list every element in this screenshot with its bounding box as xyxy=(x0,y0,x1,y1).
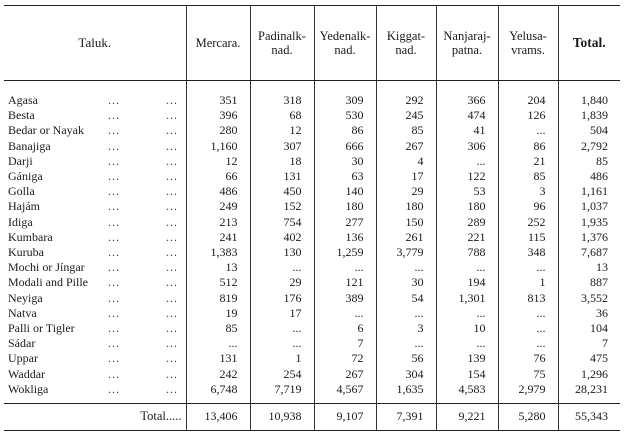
caste-name: Natva xyxy=(8,305,37,320)
caste-name: Banajiga xyxy=(8,138,51,153)
cell-value: 3 xyxy=(498,184,558,199)
cell-value: 194 xyxy=(436,275,498,290)
leader-dots: ... xyxy=(166,245,178,260)
cell-value: 309 xyxy=(314,81,376,109)
cell-value: 280 xyxy=(186,123,250,138)
leader-dots: ... xyxy=(108,381,120,396)
leader-dots: ... xyxy=(108,245,120,260)
table-row xyxy=(4,275,620,290)
cell-value: 13 xyxy=(558,260,620,275)
cell-value: 130 xyxy=(250,245,314,260)
row-label xyxy=(4,215,186,230)
leader-dots: ... xyxy=(108,199,120,214)
table-row xyxy=(4,306,620,321)
leader-dots: ... xyxy=(166,123,178,138)
cell-value: 4,567 xyxy=(314,382,376,404)
caste-name: Gániga xyxy=(8,169,43,184)
header-total: Total. xyxy=(558,6,620,81)
cell-value: ... xyxy=(498,260,558,275)
leader-dots: ... xyxy=(108,260,120,275)
cell-value: ... xyxy=(250,336,314,351)
table-row xyxy=(4,382,620,404)
cell-value: ... xyxy=(376,306,436,321)
table-row xyxy=(4,351,620,366)
caste-name: Kuruba xyxy=(8,245,44,260)
total-value: 5,280 xyxy=(498,404,558,431)
cell-value: 1,296 xyxy=(558,367,620,382)
table-row xyxy=(4,81,620,109)
leader-dots: ... xyxy=(108,214,120,229)
row-label xyxy=(4,184,186,199)
cell-value: 242 xyxy=(186,367,250,382)
row-label xyxy=(4,306,186,321)
cell-value: 504 xyxy=(558,123,620,138)
cell-value: 3 xyxy=(376,321,436,336)
row-label xyxy=(4,230,186,245)
cell-value: 486 xyxy=(558,169,620,184)
cell-value: 2,979 xyxy=(498,382,558,404)
cell-value: 788 xyxy=(436,245,498,260)
cell-value: 180 xyxy=(314,199,376,214)
cell-value: 277 xyxy=(314,215,376,230)
cell-value: 666 xyxy=(314,139,376,154)
cell-value: 306 xyxy=(436,139,498,154)
table-row xyxy=(4,367,620,382)
leader-dots: ... xyxy=(166,199,178,214)
row-label xyxy=(4,154,186,169)
leader-dots: ... xyxy=(108,184,120,199)
table-row xyxy=(4,184,620,199)
table-row xyxy=(4,230,620,245)
row-label xyxy=(4,336,186,351)
cell-value: 66 xyxy=(186,169,250,184)
cell-value: 819 xyxy=(186,291,250,306)
cell-value: 366 xyxy=(436,81,498,109)
cell-value: 1,839 xyxy=(558,108,620,123)
cell-value: 389 xyxy=(314,291,376,306)
cell-value: 3,552 xyxy=(558,291,620,306)
row-label xyxy=(4,351,186,366)
header-yelusavirams-label: Yelusa- vrams. xyxy=(509,29,547,57)
leader-dots: ... xyxy=(166,321,178,336)
cell-value: 29 xyxy=(250,275,314,290)
cell-value: 1,840 xyxy=(558,81,620,109)
cell-value: 136 xyxy=(314,230,376,245)
cell-value: 530 xyxy=(314,108,376,123)
cell-value: 292 xyxy=(376,81,436,109)
leader-dots: ... xyxy=(166,169,178,184)
cell-value: 19 xyxy=(186,306,250,321)
cell-value: 813 xyxy=(498,291,558,306)
total-value: 9,107 xyxy=(314,404,376,431)
cell-value: 304 xyxy=(376,367,436,382)
leader-dots: ... xyxy=(108,229,120,244)
cell-value: 754 xyxy=(250,215,314,230)
cell-value: 1 xyxy=(498,275,558,290)
cell-value: ... xyxy=(376,336,436,351)
cell-value: 307 xyxy=(250,139,314,154)
row-label xyxy=(4,275,186,290)
leader-dots: ... xyxy=(108,153,120,168)
cell-value: 1,935 xyxy=(558,215,620,230)
caste-name: Golla xyxy=(8,184,35,199)
leader-dots: ... xyxy=(108,336,120,351)
cell-value: 30 xyxy=(314,154,376,169)
cell-value: 12 xyxy=(186,154,250,169)
cell-value: 221 xyxy=(436,230,498,245)
row-label xyxy=(4,245,186,260)
row-label xyxy=(4,382,186,404)
cell-value: 152 xyxy=(250,199,314,214)
cell-value: ... xyxy=(436,306,498,321)
cell-value: 115 xyxy=(498,230,558,245)
cell-value: 17 xyxy=(376,169,436,184)
leader-dots: ... xyxy=(108,321,120,336)
header-yedenalknad xyxy=(314,6,376,81)
cell-value: ... xyxy=(186,336,250,351)
cell-value: ... xyxy=(436,154,498,169)
total-value: 10,938 xyxy=(250,404,314,431)
cell-value: ... xyxy=(376,260,436,275)
cell-value: 36 xyxy=(558,306,620,321)
table-row xyxy=(4,215,620,230)
cell-value: 7 xyxy=(558,336,620,351)
row-label xyxy=(4,81,186,109)
cell-value: 474 xyxy=(436,108,498,123)
cell-value: 289 xyxy=(436,215,498,230)
leader-dots: ... xyxy=(166,305,178,320)
leader-dots: ... xyxy=(166,153,178,168)
cell-value: ... xyxy=(250,321,314,336)
table-body xyxy=(4,81,620,404)
cell-value: 18 xyxy=(250,154,314,169)
header-mercara: Mercara. xyxy=(186,6,250,81)
leader-dots: ... xyxy=(166,214,178,229)
cell-value: 249 xyxy=(186,199,250,214)
cell-value: 4 xyxy=(376,154,436,169)
cell-value: 41 xyxy=(436,123,498,138)
cell-value: ... xyxy=(436,260,498,275)
leader-dots: ... xyxy=(166,93,178,107)
table-row xyxy=(4,154,620,169)
table-row xyxy=(4,139,620,154)
leader-dots: ... xyxy=(108,305,120,320)
caste-name: Besta xyxy=(8,108,35,123)
cell-value: 126 xyxy=(498,108,558,123)
leader-dots: ... xyxy=(108,275,120,290)
leader-dots: ... xyxy=(166,275,178,290)
cell-value: 140 xyxy=(314,184,376,199)
cell-value: 7 xyxy=(314,336,376,351)
cell-value: 450 xyxy=(250,184,314,199)
cell-value: 3,779 xyxy=(376,245,436,260)
caste-name: Waddar xyxy=(8,366,46,381)
table-row xyxy=(4,199,620,214)
cell-value: 139 xyxy=(436,351,498,366)
cell-value: 104 xyxy=(558,321,620,336)
leader-dots: ... xyxy=(166,108,178,123)
table-row xyxy=(4,321,620,336)
cell-value: 10 xyxy=(436,321,498,336)
leader-dots: ... xyxy=(166,290,178,305)
row-label xyxy=(4,321,186,336)
leader-dots: ... xyxy=(108,366,120,381)
caste-name: Mochi or Jíngar xyxy=(8,260,85,275)
cell-value: 13 xyxy=(186,260,250,275)
caste-name: Palli or Tigler xyxy=(8,321,75,336)
row-label xyxy=(4,108,186,123)
header-taluk: Taluk. xyxy=(4,6,186,81)
total-value: 7,391 xyxy=(376,404,436,431)
cell-value: 4,583 xyxy=(436,382,498,404)
cell-value: 1,259 xyxy=(314,245,376,260)
caste-name: Sádar xyxy=(8,336,36,351)
row-label xyxy=(4,199,186,214)
cell-value: 54 xyxy=(376,291,436,306)
cell-value: 1,301 xyxy=(436,291,498,306)
cell-value: ... xyxy=(498,321,558,336)
caste-name: Bedar or Nayak xyxy=(8,123,84,138)
cell-value: 2,792 xyxy=(558,139,620,154)
cell-value: 1,376 xyxy=(558,230,620,245)
caste-population-table xyxy=(4,5,620,431)
caste-name: Uppar xyxy=(8,351,38,366)
cell-value: 267 xyxy=(314,367,376,382)
row-label xyxy=(4,367,186,382)
caste-name: Neyiga xyxy=(8,290,43,305)
cell-value: 348 xyxy=(498,245,558,260)
leader-dots: ... xyxy=(166,366,178,381)
header-padinalknad xyxy=(250,6,314,81)
cell-value: 6,748 xyxy=(186,382,250,404)
cell-value: 204 xyxy=(498,81,558,109)
cell-value: ... xyxy=(314,306,376,321)
cell-value: 7,687 xyxy=(558,245,620,260)
cell-value: 1,383 xyxy=(186,245,250,260)
cell-value: 17 xyxy=(250,306,314,321)
leader-dots: ... xyxy=(108,108,120,123)
caste-name: Wokliga xyxy=(8,381,49,396)
total-label: Total..... xyxy=(4,404,186,431)
cell-value: 30 xyxy=(376,275,436,290)
cell-value: ... xyxy=(250,260,314,275)
caste-name: Idiga xyxy=(8,214,33,229)
cell-value: 1,160 xyxy=(186,139,250,154)
cell-value: 180 xyxy=(376,199,436,214)
cell-value: ... xyxy=(498,123,558,138)
cell-value: 1 xyxy=(250,351,314,366)
leader-dots: ... xyxy=(166,351,178,366)
cell-value: 486 xyxy=(186,184,250,199)
cell-value: 241 xyxy=(186,230,250,245)
cell-value: 261 xyxy=(376,230,436,245)
header-kiggatnad xyxy=(376,6,436,81)
cell-value: 86 xyxy=(498,139,558,154)
row-label xyxy=(4,169,186,184)
header-padinalknad-label: Padinalk- nad. xyxy=(258,29,306,57)
caste-name: Agasa xyxy=(8,93,38,107)
leader-dots: ... xyxy=(166,138,178,153)
cell-value: 131 xyxy=(250,169,314,184)
cell-value: 121 xyxy=(314,275,376,290)
cell-value: 131 xyxy=(186,351,250,366)
cell-value: 213 xyxy=(186,215,250,230)
header-yedenalknad-label: Yedenalk- nad. xyxy=(319,29,371,57)
cell-value: 402 xyxy=(250,230,314,245)
table-row xyxy=(4,123,620,138)
cell-value: 351 xyxy=(186,81,250,109)
cell-value: 63 xyxy=(314,169,376,184)
cell-value: 512 xyxy=(186,275,250,290)
caste-name: Darji xyxy=(8,153,33,168)
cell-value: 6 xyxy=(314,321,376,336)
table-row xyxy=(4,108,620,123)
cell-value: 1,161 xyxy=(558,184,620,199)
cell-value: 86 xyxy=(314,123,376,138)
caste-name: Modali and Pille xyxy=(8,275,88,290)
cell-value: 85 xyxy=(186,321,250,336)
leader-dots: ... xyxy=(108,290,120,305)
leader-dots: ... xyxy=(166,336,178,351)
leader-dots: ... xyxy=(166,229,178,244)
leader-dots: ... xyxy=(108,123,120,138)
caste-name: Hajám xyxy=(8,199,40,214)
cell-value: 12 xyxy=(250,123,314,138)
table-row xyxy=(4,291,620,306)
cell-value: 85 xyxy=(558,154,620,169)
cell-value: 245 xyxy=(376,108,436,123)
cell-value: 1,037 xyxy=(558,199,620,214)
cell-value: 85 xyxy=(376,123,436,138)
cell-value: 318 xyxy=(250,81,314,109)
cell-value: 154 xyxy=(436,367,498,382)
cell-value: 254 xyxy=(250,367,314,382)
total-row xyxy=(4,404,620,431)
cell-value: 1,635 xyxy=(376,382,436,404)
table-row xyxy=(4,260,620,275)
cell-value: 396 xyxy=(186,108,250,123)
cell-value: 72 xyxy=(314,351,376,366)
header-row xyxy=(4,6,620,81)
cell-value: 56 xyxy=(376,351,436,366)
cell-value: 75 xyxy=(498,367,558,382)
header-kiggatnad-label: Kiggat- nad. xyxy=(386,29,426,57)
cell-value: 68 xyxy=(250,108,314,123)
leader-dots: ... xyxy=(166,260,178,275)
leader-dots: ... xyxy=(166,381,178,396)
row-label xyxy=(4,291,186,306)
cell-value: ... xyxy=(436,336,498,351)
cell-value: 21 xyxy=(498,154,558,169)
cell-value: 29 xyxy=(376,184,436,199)
cell-value: ... xyxy=(498,306,558,321)
total-value: 13,406 xyxy=(186,404,250,431)
cell-value: ... xyxy=(498,336,558,351)
cell-value: 7,719 xyxy=(250,382,314,404)
cell-value: 267 xyxy=(376,139,436,154)
row-label xyxy=(4,123,186,138)
cell-value: 122 xyxy=(436,169,498,184)
leader-dots: ... xyxy=(108,351,120,366)
header-yelusavirams xyxy=(498,6,558,81)
leader-dots: ... xyxy=(108,138,120,153)
cell-value: 76 xyxy=(498,351,558,366)
header-nanjarajpatna xyxy=(436,6,498,81)
cell-value: 252 xyxy=(498,215,558,230)
leader-dots: ... xyxy=(166,184,178,199)
cell-value: 85 xyxy=(498,169,558,184)
cell-value: 475 xyxy=(558,351,620,366)
leader-dots: ... xyxy=(108,93,120,107)
table-row xyxy=(4,336,620,351)
cell-value: 53 xyxy=(436,184,498,199)
cell-value: 150 xyxy=(376,215,436,230)
leader-dots: ... xyxy=(108,169,120,184)
table-row xyxy=(4,169,620,184)
caste-name: Kumbara xyxy=(8,229,53,244)
cell-value: 28,231 xyxy=(558,382,620,404)
table-row xyxy=(4,245,620,260)
row-label xyxy=(4,139,186,154)
total-value: 55,343 xyxy=(558,404,620,431)
cell-value: 176 xyxy=(250,291,314,306)
header-nanjarajpatna-label: Nanjaraj- patna. xyxy=(443,29,491,57)
row-label xyxy=(4,260,186,275)
cell-value: ... xyxy=(314,260,376,275)
cell-value: 96 xyxy=(498,199,558,214)
total-value: 9,221 xyxy=(436,404,498,431)
cell-value: 180 xyxy=(436,199,498,214)
cell-value: 887 xyxy=(558,275,620,290)
